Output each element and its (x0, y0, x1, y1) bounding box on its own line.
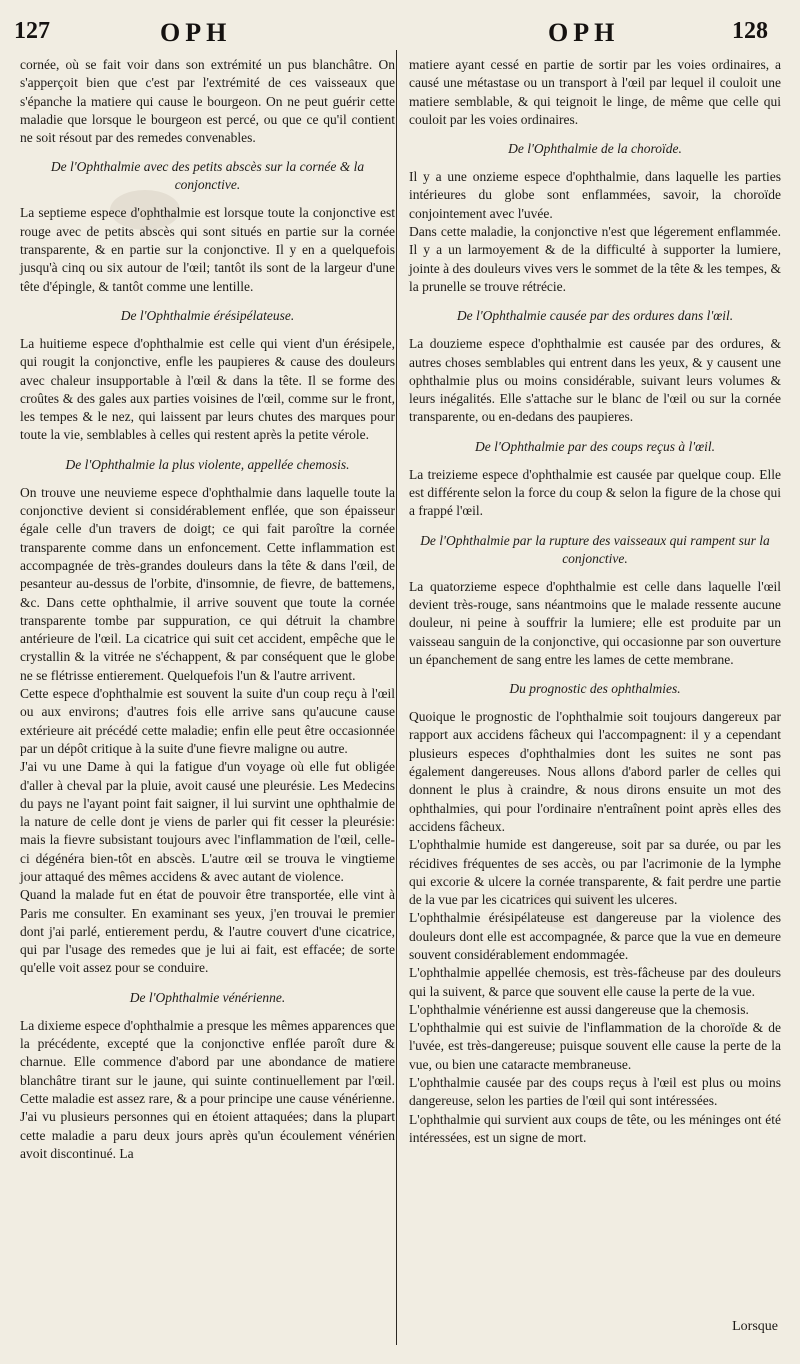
paragraph: L'ophthalmie humide est dangereuse, soit par sa durée, ou par les récidives fréquentes de ses accès, ou par l'acrimonie de la lymphe qui excorie & ulcere la cornée transparente, & fait perdre une partie de la vue par les cicatrices qui suivent les ulceres. (409, 837, 781, 908)
paragraph: L'ophthalmie vénérienne est aussi dangereuse que la chemosis. (409, 1001, 749, 1017)
paragraph: matiere ayant cessé en partie de sortir par les voies ordinaires, a causé une métastase ou un transport à l'œil par lequel il couloit une matiere semblable, & qui teignoit le linge, de même que celle qui couloit par les voies ordinaires. (409, 57, 781, 127)
left-running-head: OPH (160, 18, 232, 47)
paragraph: L'ophthalmie causée par des coups reçus à l'œil est plus ou moins dangereuse, selon les parties de l'œil qui sont intéressées. (409, 1075, 781, 1109)
paragraph: L'ophthalmie qui survient aux coups de tête, ou les méninges ont été intéressées, est un signe de mort. (409, 1111, 781, 1145)
paragraph: La huitieme espece d'ophthalmie est celle qui vient d'un érésipele, qui rougit la conjonctive, enfle les paupieres & cause des douleurs avec chaleur insupportable à l'œil & dans la tête. Il se forme des croûtes & des gales aux parties voisines de l'œil, comme sur le front, les tempes & le nez, qui laissent par leurs chutes des marques pour toute la vie, semblables à celles qui restent après la petite vérole. (20, 335, 395, 443)
section-heading: De l'Ophthalmie avec des petits abscès sur la cornée & la conjonctive. (50, 159, 365, 193)
section-heading: De l'Ophthalmie érésipélateuse. (120, 307, 295, 323)
paragraph: Dans cette maladie, la conjonctive n'est que légerement enflammée. Il y a un larmoyement & de la difficulté à supporter la lumiere, jointe à des douleurs vives vers le sommet de la tête & les tempes, & la prunelle se trouve rétrécie. (409, 224, 781, 294)
paragraph: La septieme espece d'ophthalmie est lorsque toute la conjonctive est rouge avec de petits abscès qui sont situés en partie sur la cornée transparente, & en partie sur la conjonctive. Il y en a quelquefois jusqu'à cinq ou six autour de l'œil; tantôt ils sont de la largeur d'une tête d'épingle, & tantôt comme une lentille. (20, 205, 395, 294)
section-heading: De l'Ophthalmie par des coups reçus à l'œil. (474, 438, 715, 454)
section-heading: De l'Ophthalmie la plus violente, appellée chemosis. (65, 456, 350, 472)
right-column (409, 56, 781, 1147)
catchword: Lorsque (732, 1319, 778, 1334)
paragraph: La dixieme espece d'ophthalmie a presque les mêmes apparences que la précédente, excepté que la conjonctive enflée paroît dure & charnue. Elle commence d'abord par une abondance de matiere blanchâtre tirant sur le jaune, qui suinte continuellement par l'œil. Cette maladie est assez rare, & a pour principe une cause vénérienne. J'ai vu plusieurs personnes qui en étoient attaquées; dans la plupart cette maladie a paru deux jours après qu'un écoulement vénérien avoit discontinué. La (20, 1017, 395, 1161)
section-heading: De l'Ophthalmie causée par des ordures dans l'œil. (456, 308, 734, 324)
section-heading: De l'Ophthalmie par la rupture des vaisseaux qui rampent sur la conjonctive. (420, 532, 770, 566)
paragraph: Quand la malade fut en état de pouvoir être transportée, elle vint à Paris me consulter. En examinant ses yeux, j'en trouvai le premier dont j'ai parlé, entierement perdu, & l'autre couvert d'une cicatrice, qui par l'usage des remedes que je lui ai fait, est effacée; de sorte qu'elle voit assez pour se conduire. (20, 887, 395, 976)
paragraph: J'ai vu une Dame à qui la fatigue d'un voyage où elle fut obligée d'aller à cheval par la pluie, avoit causé une pleurésie. Les Medecins du pays ne l'ayant point fait saigner, il lui survint une ophthalmie de la nature de celle dont je viens de parler qui fit cesser la pleurésie: mais la fievre subsistant toujours avec l'inflammation de l'œil, celle-ci dégénéra bien-tôt en abscès. L'autre œil se trouva le vingtieme jour attaqué des mêmes accidens & avec autant de violence. (20, 759, 395, 884)
left-page-number: 127 (14, 18, 50, 44)
paragraph: L'ophthalmie appellée chemosis, est très-fâcheuse par des douleurs qui la suivent, & parce que souvent elle cause la perte de la vue. (409, 965, 781, 999)
section-heading: De l'Ophthalmie de la choroïde. (508, 141, 682, 157)
column-divider (396, 50, 397, 1345)
paragraph: Il y a une onzieme espece d'ophthalmie, dans laquelle les parties intérieures du globe sont enflammées, savoir, la choroïde conjointement avec l'uvée. (409, 169, 781, 221)
right-running-head: OPH (548, 18, 620, 47)
section-heading: De l'Ophthalmie vénérienne. (129, 989, 286, 1005)
paragraph: Cette espece d'ophthalmie est souvent la suite d'un coup reçu à l'œil ou aux environs; d'autres fois elle arrive sans qu'aucune cause extérieure ait précédé cette maladie; enfin elle peut être occasionnée par un dépôt critique à la suite d'une fievre maligne ou autre. (20, 686, 395, 756)
left-column (20, 56, 395, 1163)
paragraph: Quoique le prognostic de l'ophthalmie soit toujours dangereux par rapport aux accidens fâcheux qui l'accompagnent: il y a cependant plusieurs especes d'ophthalmies dont les suites ne sont pas également dangereuses. Nous allons d'abord parler de celles qui donnent le plus à craindre, & nous dirons ensuite un mot des ophthalmies, qui pour l'ordinaire n'entraînent point après elles des accidens fâcheux. (409, 709, 781, 834)
paragraph: L'ophthalmie érésipélateuse est dangereuse par la violence des douleurs dont elle est accompagnée, & parce que la vue en demeure souvent considérablement endommagée. (409, 910, 781, 962)
right-page-number: 128 (732, 18, 768, 44)
paragraph: La treizieme espece d'ophthalmie est causée par quelque coup. Elle est différente selon la force du coup & selon la figure de la chose qui a frappé l'œil. (409, 466, 781, 519)
paragraph: La douzieme espece d'ophthalmie est causée par des ordures, & autres choses semblables qui entrent dans les yeux, & y causent une ophthalmie plus ou moins considérable, suivant leurs volumes & leurs inégalités. Elle s'attache sur le blanc de l'œil ou sur la cornée transparente, ou en-dedans des paupieres. (409, 336, 781, 425)
paragraph: La quatorzieme espece d'ophthalmie est celle dans laquelle l'œil devient très-rouge, sans néantmoins que le malade ressente aucune douleur, ni peine à souffrir la lumiere; elle est produite par un vaisseau sanguin de la conjonctive, qui occasionne par son ouverture un épanchement de sang entre les lames de cette membrane. (409, 578, 781, 667)
paragraph: On trouve une neuvieme espece d'ophthalmie dans laquelle toute la conjonctive devient si considérablement enflée, que son épaisseur égale celle d'un travers de doigt; ce qui fait paroître la cornée transparente comme dans un enfoncement. Cette inflammation est accompagnée de très-grandes douleurs dans la tête & dans l'œil, de pesanteur au-dessus de l'orbite, d'insomnie, de fievre, de battemens, &c. Dans cette ophthalmie, il arrive souvent que toute la cornée transparente tombe par suppuration, ce qui détruit la chambre antérieure de l'œil. La cicatrice qui suit cet accident, empêche que le crystallin & la vitrée ne s'échappent, & par conséquent que le globe ne se flétrisse entierement. Quelquefois l'un & l'autre arrivent. (20, 484, 395, 683)
paragraph: L'ophthalmie qui est suivie de l'inflammation de la choroïde & de l'uvée, est très-dangereuse; puisque souvent elle cause la perte de la vue, ou bien une cataracte membraneuse. (409, 1020, 781, 1072)
section-heading: Du prognostic des ophthalmies. (509, 681, 681, 697)
paragraph: cornée, où se fait voir dans son extrémité un pus blanchâtre. On s'apperçoit bien que c'est par l'extrémité de ces vaisseaux que s'épanche la matiere qui cause le bourgeon. On ne peut guérir cette maladie que lorsque le bourgeon est percé, ou que ce qu'il contient ne soit résout par des remedes convenables. (20, 57, 395, 146)
